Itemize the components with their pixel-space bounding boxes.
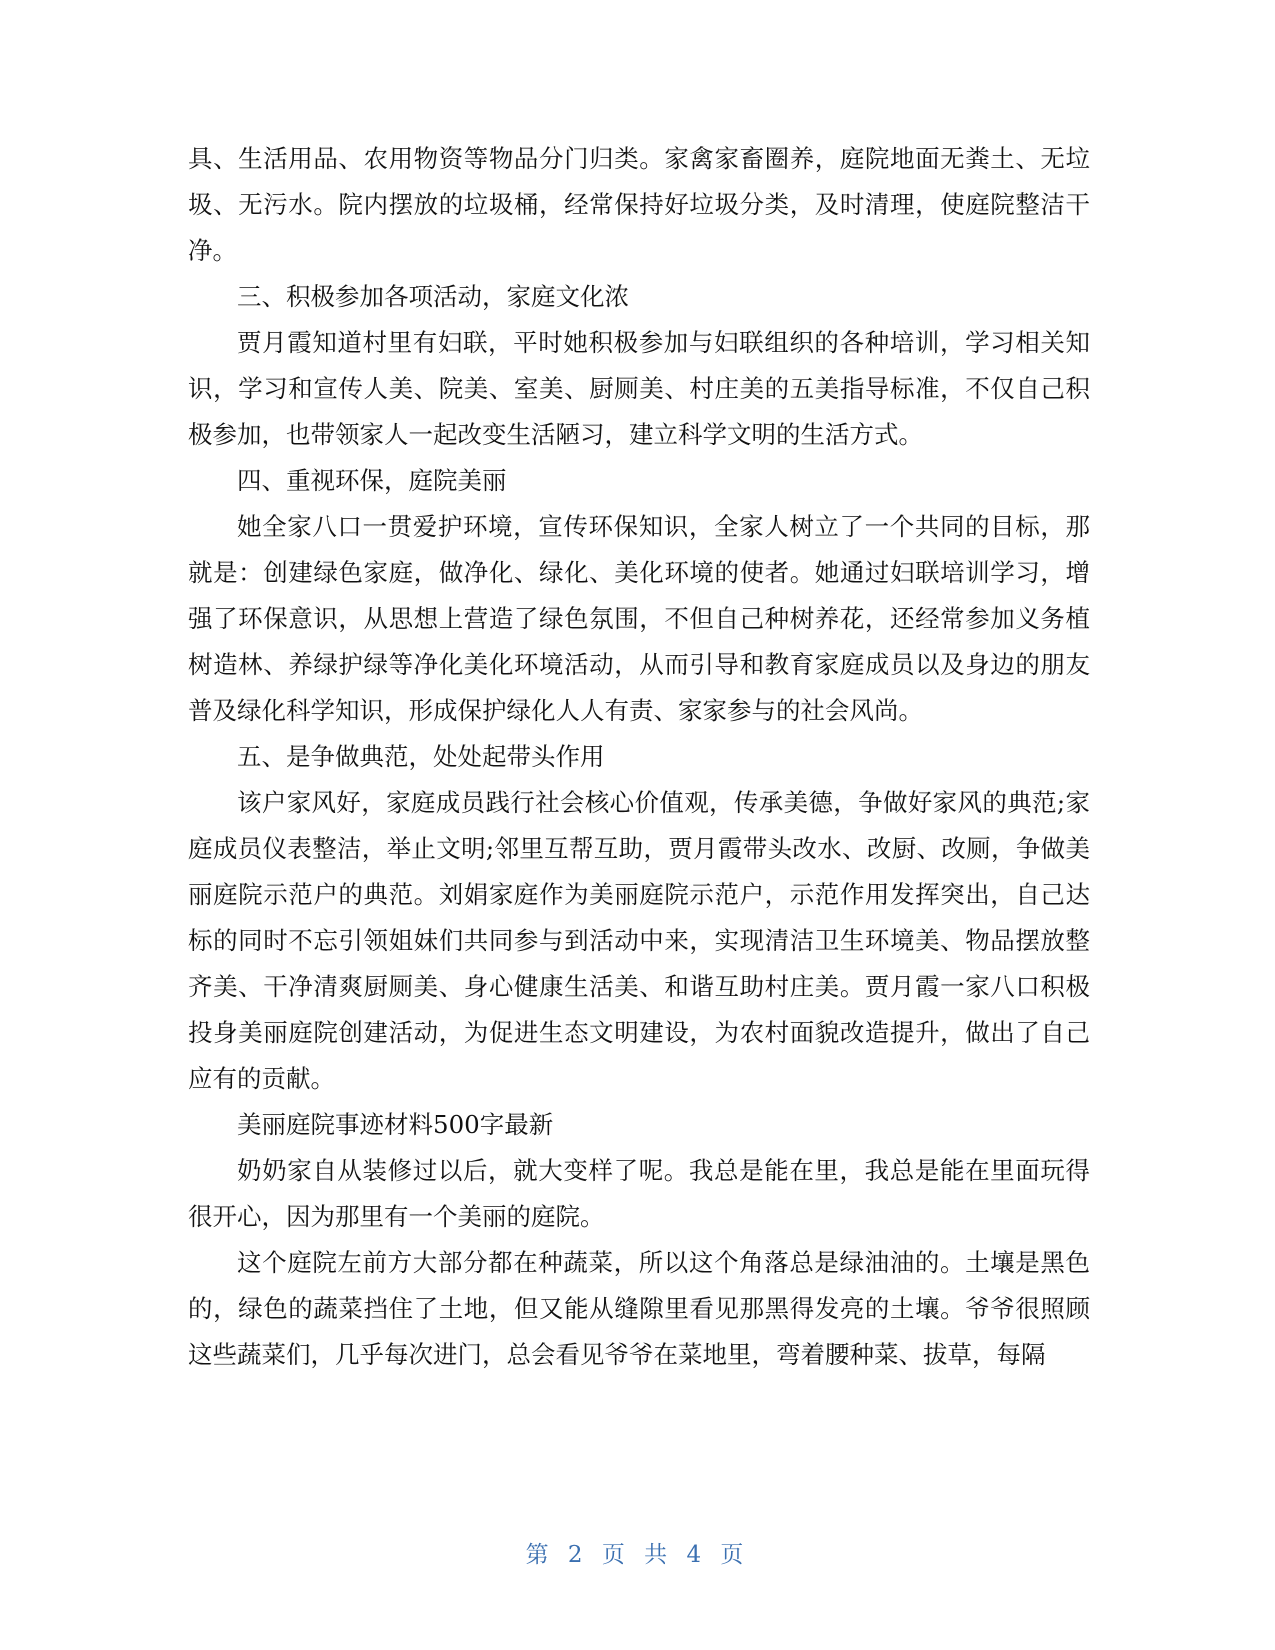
section-heading-4: 四、重视环保，庭院美丽 [237, 466, 507, 495]
paragraph: 贾月霞知道村里有妇联，平时她积极参加与妇联组织的各种培训，学习相关知识，学习和宣传人美、院美、室美、厨厕美、村庄美的五美指导标准，不仅自己积极参加，也带领家人一起改变生活陋习，建立科学文明的生活方式。 [188, 328, 1090, 449]
section-heading-5: 五、是争做典范，处处起带头作用 [237, 742, 605, 771]
paragraph-continuation: 具、生活用品、农用物资等物品分门归类。家禽家畜圈养，庭院地面无粪土、无垃圾、无污水。院内摆放的垃圾桶，经常保持好垃圾分类，及时清理，使庭院整洁干净。 [188, 144, 1090, 265]
section-heading-3: 三、积极参加各项活动，家庭文化浓 [237, 282, 629, 311]
paragraph: 奶奶家自从装修过以后，就大变样了呢。我总是能在里，我总是能在里面玩得很开心，因为那里有一个美丽的庭院。 [188, 1156, 1090, 1231]
paragraph: 该户家风好，家庭成员践行社会核心价值观，传承美德，争做好家风的典范;家庭成员仪表整洁，举止文明;邻里互帮互助，贾月霞带头改水、改厨、改厕，争做美丽庭院示范户的典范。刘娟家庭作为美丽庭院示范户，示范作用发挥突出，自己达标的同时不忘引领姐妹们共同参与到活动中来，实现清洁卫生环境美、物品摆放整齐美、干净清爽厨厕美、身心健康生活美、和谐互助村庄美。贾月霞一家八口积极投身美丽庭院创建活动，为促进生态文明建设，为农村面貌改造提升，做出了自己应有的贡献。 [188, 788, 1090, 1093]
article-title: 美丽庭院事迹材料500字最新 [237, 1110, 554, 1139]
paragraph: 这个庭院左前方大部分都在种蔬菜，所以这个角落总是绿油油的。土壤是黑色的，绿色的蔬菜挡住了土地，但又能从缝隙里看见那黑得发亮的土壤。爷爷很照顾这些蔬菜们，几乎每次进门，总会看见爷爷在菜地里，弯着腰种菜、拔草，每隔 [188, 1248, 1090, 1369]
document-body [188, 136, 1090, 1378]
footer-prefix: 第 [525, 1542, 555, 1568]
paragraph: 她全家八口一贯爱护环境，宣传环保知识，全家人树立了一个共同的目标，那就是：创建绿色家庭，做净化、绿化、美化环境的使者。她通过妇联培训学习，增强了环保意识，从思想上营造了绿色氛围，不但自己种树养花，还经常参加义务植树造林、养绿护绿等净化美化环境活动，从而引导和教育家庭成员以及身边的朋友普及绿化科学知识，形成保护绿化人人有责、家家参与的社会风尚。 [188, 512, 1090, 725]
footer-middle: 页 共 [601, 1542, 674, 1568]
footer-current-page: 2 [567, 1542, 589, 1568]
footer-suffix: 页 [720, 1542, 750, 1568]
footer-total-pages: 4 [686, 1542, 708, 1568]
page-footer [0, 1536, 1275, 1569]
